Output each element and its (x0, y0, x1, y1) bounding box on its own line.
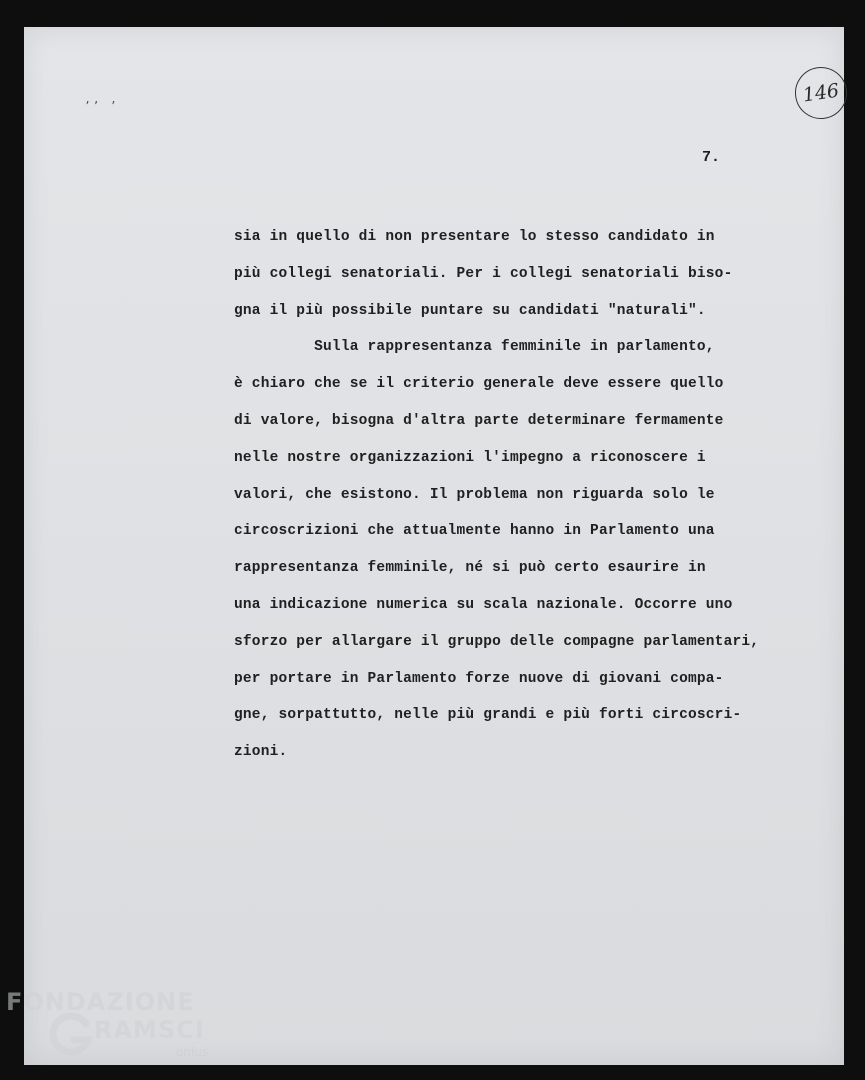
text-line: circoscrizioni che attualmente hanno in Parlamento una (234, 523, 715, 540)
text-line: gna il più possibile puntare su candidati "naturali". (234, 302, 706, 319)
typewritten-page (24, 27, 844, 1065)
watermark-suffix: onlus (176, 1045, 209, 1059)
watermark-line1: FONDAZIONE (6, 988, 195, 1016)
folio-number: 146 (801, 79, 841, 107)
text-line: zioni. (234, 744, 288, 761)
page-number: 7. (702, 149, 721, 166)
text-line: più collegi senatoriali. Per i collegi senatoriali biso- (234, 265, 733, 282)
text-line: sforzo per allargare il gruppo delle compagne parlamentari, (234, 633, 760, 650)
gramsci-g-icon (46, 1010, 96, 1060)
text-line: una indicazione numerica su scala nazionale. Occorre uno (234, 596, 733, 613)
corner-marks: ’’ ’ (84, 99, 119, 112)
text-line: rappresentanza femminile, né si può certo esaurire in (234, 560, 706, 577)
body-text (234, 219, 834, 771)
text-line: è chiaro che se il criterio generale deve essere quello (234, 376, 724, 393)
watermark-line2: RAMSCI (94, 1016, 205, 1044)
text-line: valori, che esistono. Il problema non riguarda solo le (234, 486, 715, 503)
text-line: sia in quello di non presentare lo stesso candidato in (234, 229, 715, 245)
text-line: di valore, bisogna d'altra parte determinare fermamente (234, 412, 724, 429)
text-line: gne, sorpattutto, nelle più grandi e più forti circoscri- (234, 707, 742, 724)
text-line: per portare in Parlamento forze nuove di giovani compa- (234, 670, 724, 687)
folio-stamp (792, 64, 851, 123)
text-line: nelle nostre organizzazioni l'impegno a riconoscere i (234, 449, 706, 466)
fondazione-gramsci-watermark (6, 988, 226, 1078)
text-line: Sulla rappresentanza femminile in parlamento, (234, 339, 715, 356)
